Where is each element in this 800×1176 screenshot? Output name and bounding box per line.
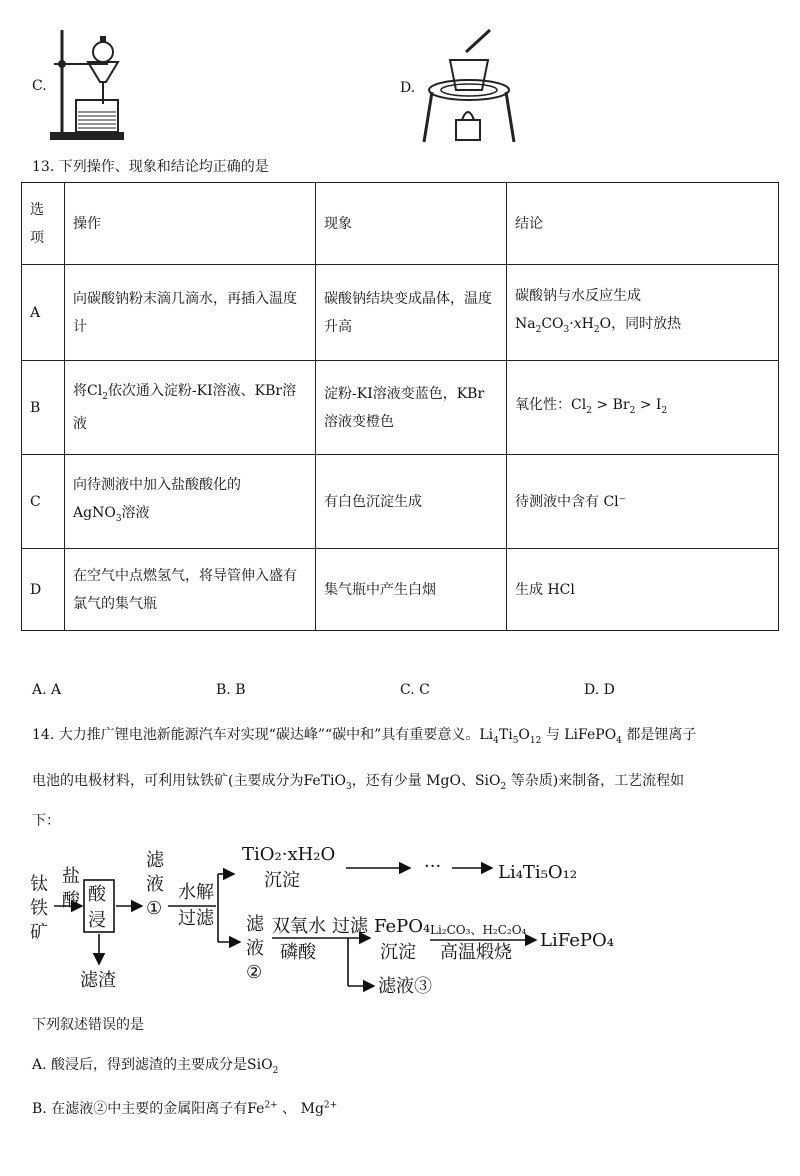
flow-filter2: 过滤 [332,916,368,937]
choice-c: C. C [400,682,430,698]
flow-filtrate1-2: 液 [146,874,164,895]
header-conclusion: 结论 [507,183,779,265]
table-row [22,549,779,631]
option-c-label: C. [32,78,47,94]
row-phenomenon: 碳酸钠结块变成晶体，温度升高 [316,265,507,361]
choice-d: D. D [584,682,615,698]
flow-lto: Li₄Ti₅O₁₂ [498,862,578,883]
row-label: C [22,455,65,549]
row-operation: 在空气中点燃氢气，将导管伸入盛有氯气的集气瓶 [65,549,316,631]
flow-hydrolysis: 水解 [178,882,214,903]
flow-residue: 滤渣 [80,970,116,991]
flow-acid-1: 盐 [62,866,80,887]
flow-filtrate2-1: 滤 [246,914,264,935]
question-13-title: 13. 下列操作、现象和结论均正确的是 [32,159,269,175]
table-header-row [22,183,779,265]
flow-dots: ··· [424,856,442,877]
flow-h2o2: 双氧水 [272,916,326,937]
flow-filtrate1-3: ① [146,898,163,919]
crucible-heating-apparatus-icon [420,28,520,144]
row-phenomenon: 集气瓶中产生白烟 [316,549,507,631]
question-14-prompt: 下列叙述错误的是 [32,1017,144,1033]
flow-calcine: 高温煅烧 [440,942,512,963]
header-operation: 操作 [65,183,316,265]
row-operation: 向待测液中加入盐酸酸化的 AgNO$_3$溶液 [65,455,316,549]
question-14-line3: 下： [32,813,60,829]
separatory-funnel-apparatus-icon [48,30,128,142]
row-conclusion: 生成 HCl [507,549,779,631]
question-14-line2: 电池的电极材料，可利用钛铁矿(主要成分为FeTiO$_3$，还有少量 MgO、SiO$_2$ 等杂质)来制备，工艺流程如 [32,773,685,792]
table-row [22,455,779,549]
row-operation: 向碳酸钠粉末滴几滴水，再插入温度计 [65,265,316,361]
flow-precip2: 沉淀 [380,942,416,963]
row-conclusion: 碳酸钠与水反应生成 $Na_2CO_3\cdot xH_2O$，同时放热 [507,265,779,361]
flow-ore-3: 矿 [30,922,48,943]
flow-h3po4: 磷酸 [280,942,316,963]
flow-leach-2: 浸 [88,910,106,931]
flow-filtrate1-1: 滤 [146,850,164,871]
option-d-label: D. [400,80,416,96]
flow-lfp: LiFePO₄ [540,930,614,951]
flow-ore-2: 铁 [30,898,48,919]
row-label: D [22,549,65,631]
row-label: B [22,361,65,455]
table-row [22,361,779,455]
flow-filtrate2-2: 液 [246,938,264,959]
flow-acid-2: 酸 [62,890,80,911]
question-14-line1: 14. 大力推广锂电池新能源汽车对实现“碳达峰”“碳中和”具有重要意义。$Li_4Ti_5O_{12}$ 与 LiFePO$_4$ 都是锂离子 [32,727,697,746]
flow-tio2: TiO₂·xH₂O [242,844,336,865]
row-conclusion: 氧化性：$Cl_2 > Br_2 > I_2$ [507,361,779,455]
row-label: A [22,265,65,361]
table-row [22,265,779,361]
question-13-table [21,182,779,631]
flow-reagents: Li₂CO₃、H₂C₂O₄ [430,923,527,937]
process-flow-diagram [28,838,648,1006]
flow-filtrate2-3: ② [246,962,263,983]
header-option: 选项 [22,183,65,265]
flow-precip1: 沉淀 [264,870,300,891]
flow-leach-1: 酸 [88,884,106,905]
header-phenomenon: 现象 [316,183,507,265]
row-phenomenon: 有白色沉淀生成 [316,455,507,549]
flow-filtrate3: 滤液③ [378,976,432,997]
choice-14-b: B. 在滤液②中主要的金属阳离子有$Fe^{2+}$ 、 $Mg^{2+}$ [32,1100,338,1117]
choice-b: B. B [216,682,246,698]
flow-fepo4: FePO₄ [374,916,431,937]
row-conclusion: 待测液中含有 Cl⁻ [507,455,779,549]
flow-ore-1: 钛 [30,874,48,895]
choice-a: A. A [32,682,62,698]
row-phenomenon: 淀粉-KI溶液变蓝色，KBr溶液变橙色 [316,361,507,455]
row-operation: 将$Cl_2$依次通入淀粉-KI溶液、KBr溶液 [65,361,316,455]
flow-filter1: 过滤 [178,908,214,929]
choice-14-a: A. 酸浸后，得到滤渣的主要成分是SiO$_2$ [32,1057,279,1076]
